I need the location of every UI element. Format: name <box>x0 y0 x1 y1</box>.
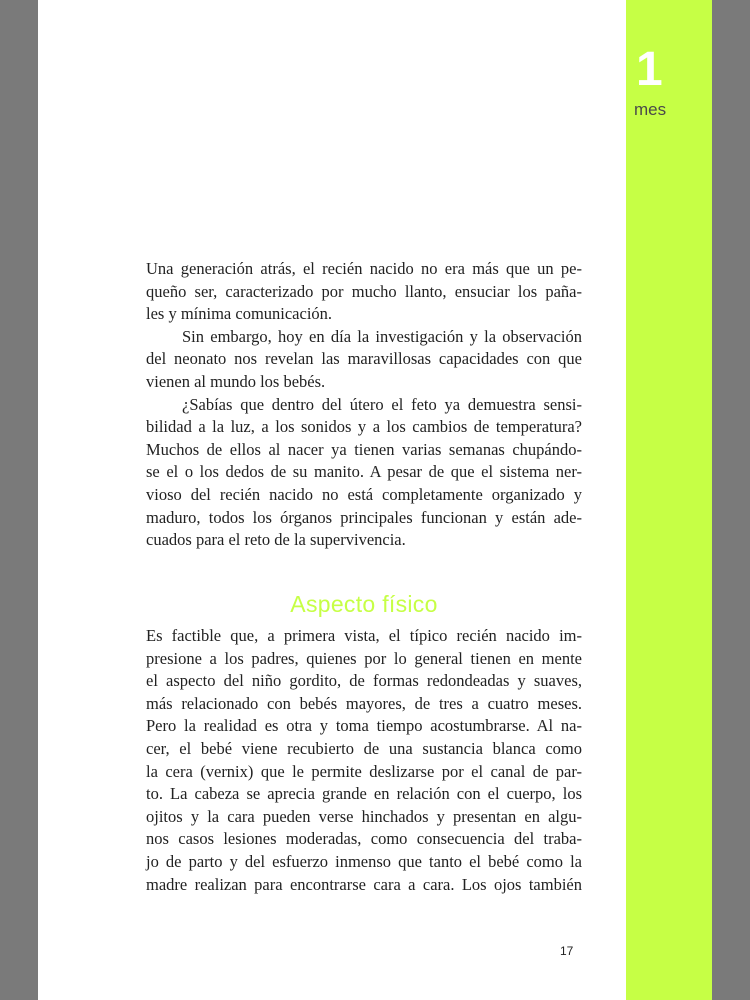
text-line: la cera (vernix) que le permite deslizarse por el canal de par- <box>146 761 582 781</box>
chapter-number: 1 <box>636 43 663 96</box>
text-line: cuados para el reto de la supervivencia. <box>146 530 406 550</box>
text-line: madre realizan para encontrarse cara a cara. Los ojos también <box>146 874 582 894</box>
text-line: Pero la realidad es otra y toma tiempo acostumbrarse. Al na- <box>146 716 582 736</box>
text-line: to. La cabeza se aprecia grande en relación con el cuerpo, los <box>146 784 582 804</box>
text-line: vioso del recién nacido no está completamente organizado y <box>146 484 582 504</box>
text-line: Sin embargo, hoy en día la investigación y la observación <box>182 326 582 346</box>
text-line: Una generación atrás, el recién nacido no era más que un pe- <box>146 259 582 278</box>
chapter-label: mes <box>634 100 667 119</box>
text-line: el aspecto del niño gordito, de formas redondeadas y suaves, <box>146 671 582 691</box>
text-line: ojitos y la cara pueden verse hinchados y presentan en algu- <box>146 806 582 826</box>
text-line: ¿Sabías que dentro del útero el feto ya demuestra sensi- <box>182 394 582 414</box>
intro-text <box>146 258 582 552</box>
text-line: presione a los padres, quienes por lo general tienen en mente <box>146 648 582 668</box>
chapter-tab <box>626 0 712 1000</box>
page-number: 17 <box>560 944 574 958</box>
text-line: maduro, todos los órganos principales funcionan y están ade- <box>146 507 582 527</box>
section-text <box>146 625 582 896</box>
text-line: del neonato nos revelan las maravillosas capacidades con que <box>146 349 582 369</box>
text-line: vienen al mundo los bebés. <box>146 371 326 391</box>
text-line: jo de parto y del esfuerzo inmenso que tanto el bebé como la <box>146 851 582 871</box>
text-line: nos casos lesiones moderadas, como consecuencia del traba- <box>146 829 582 849</box>
text-line: se el o los dedos de su manito. A pesar de que el sistema ner- <box>146 462 582 482</box>
page-edge <box>712 0 750 1000</box>
text-line: cer, el bebé viene recubierto de una sustancia blanca como <box>146 738 582 758</box>
text-line: bilidad a la luz, a los sonidos y a los cambios de temperatura? <box>146 417 582 437</box>
text-line: Muchos de ellos al nacer ya tienen varias semanas chupándo- <box>146 439 582 459</box>
text-line: queño ser, caracterizado por mucho llanto, ensuciar los paña- <box>146 281 582 301</box>
text-line: Es factible que, a primera vista, el típico recién nacido im- <box>146 626 582 645</box>
text-line: les y mínima comunicación. <box>146 304 333 324</box>
text-line: más relacionado con bebés mayores, de tres a cuatro meses. <box>146 693 582 713</box>
section-heading: Aspecto físico <box>290 591 438 617</box>
